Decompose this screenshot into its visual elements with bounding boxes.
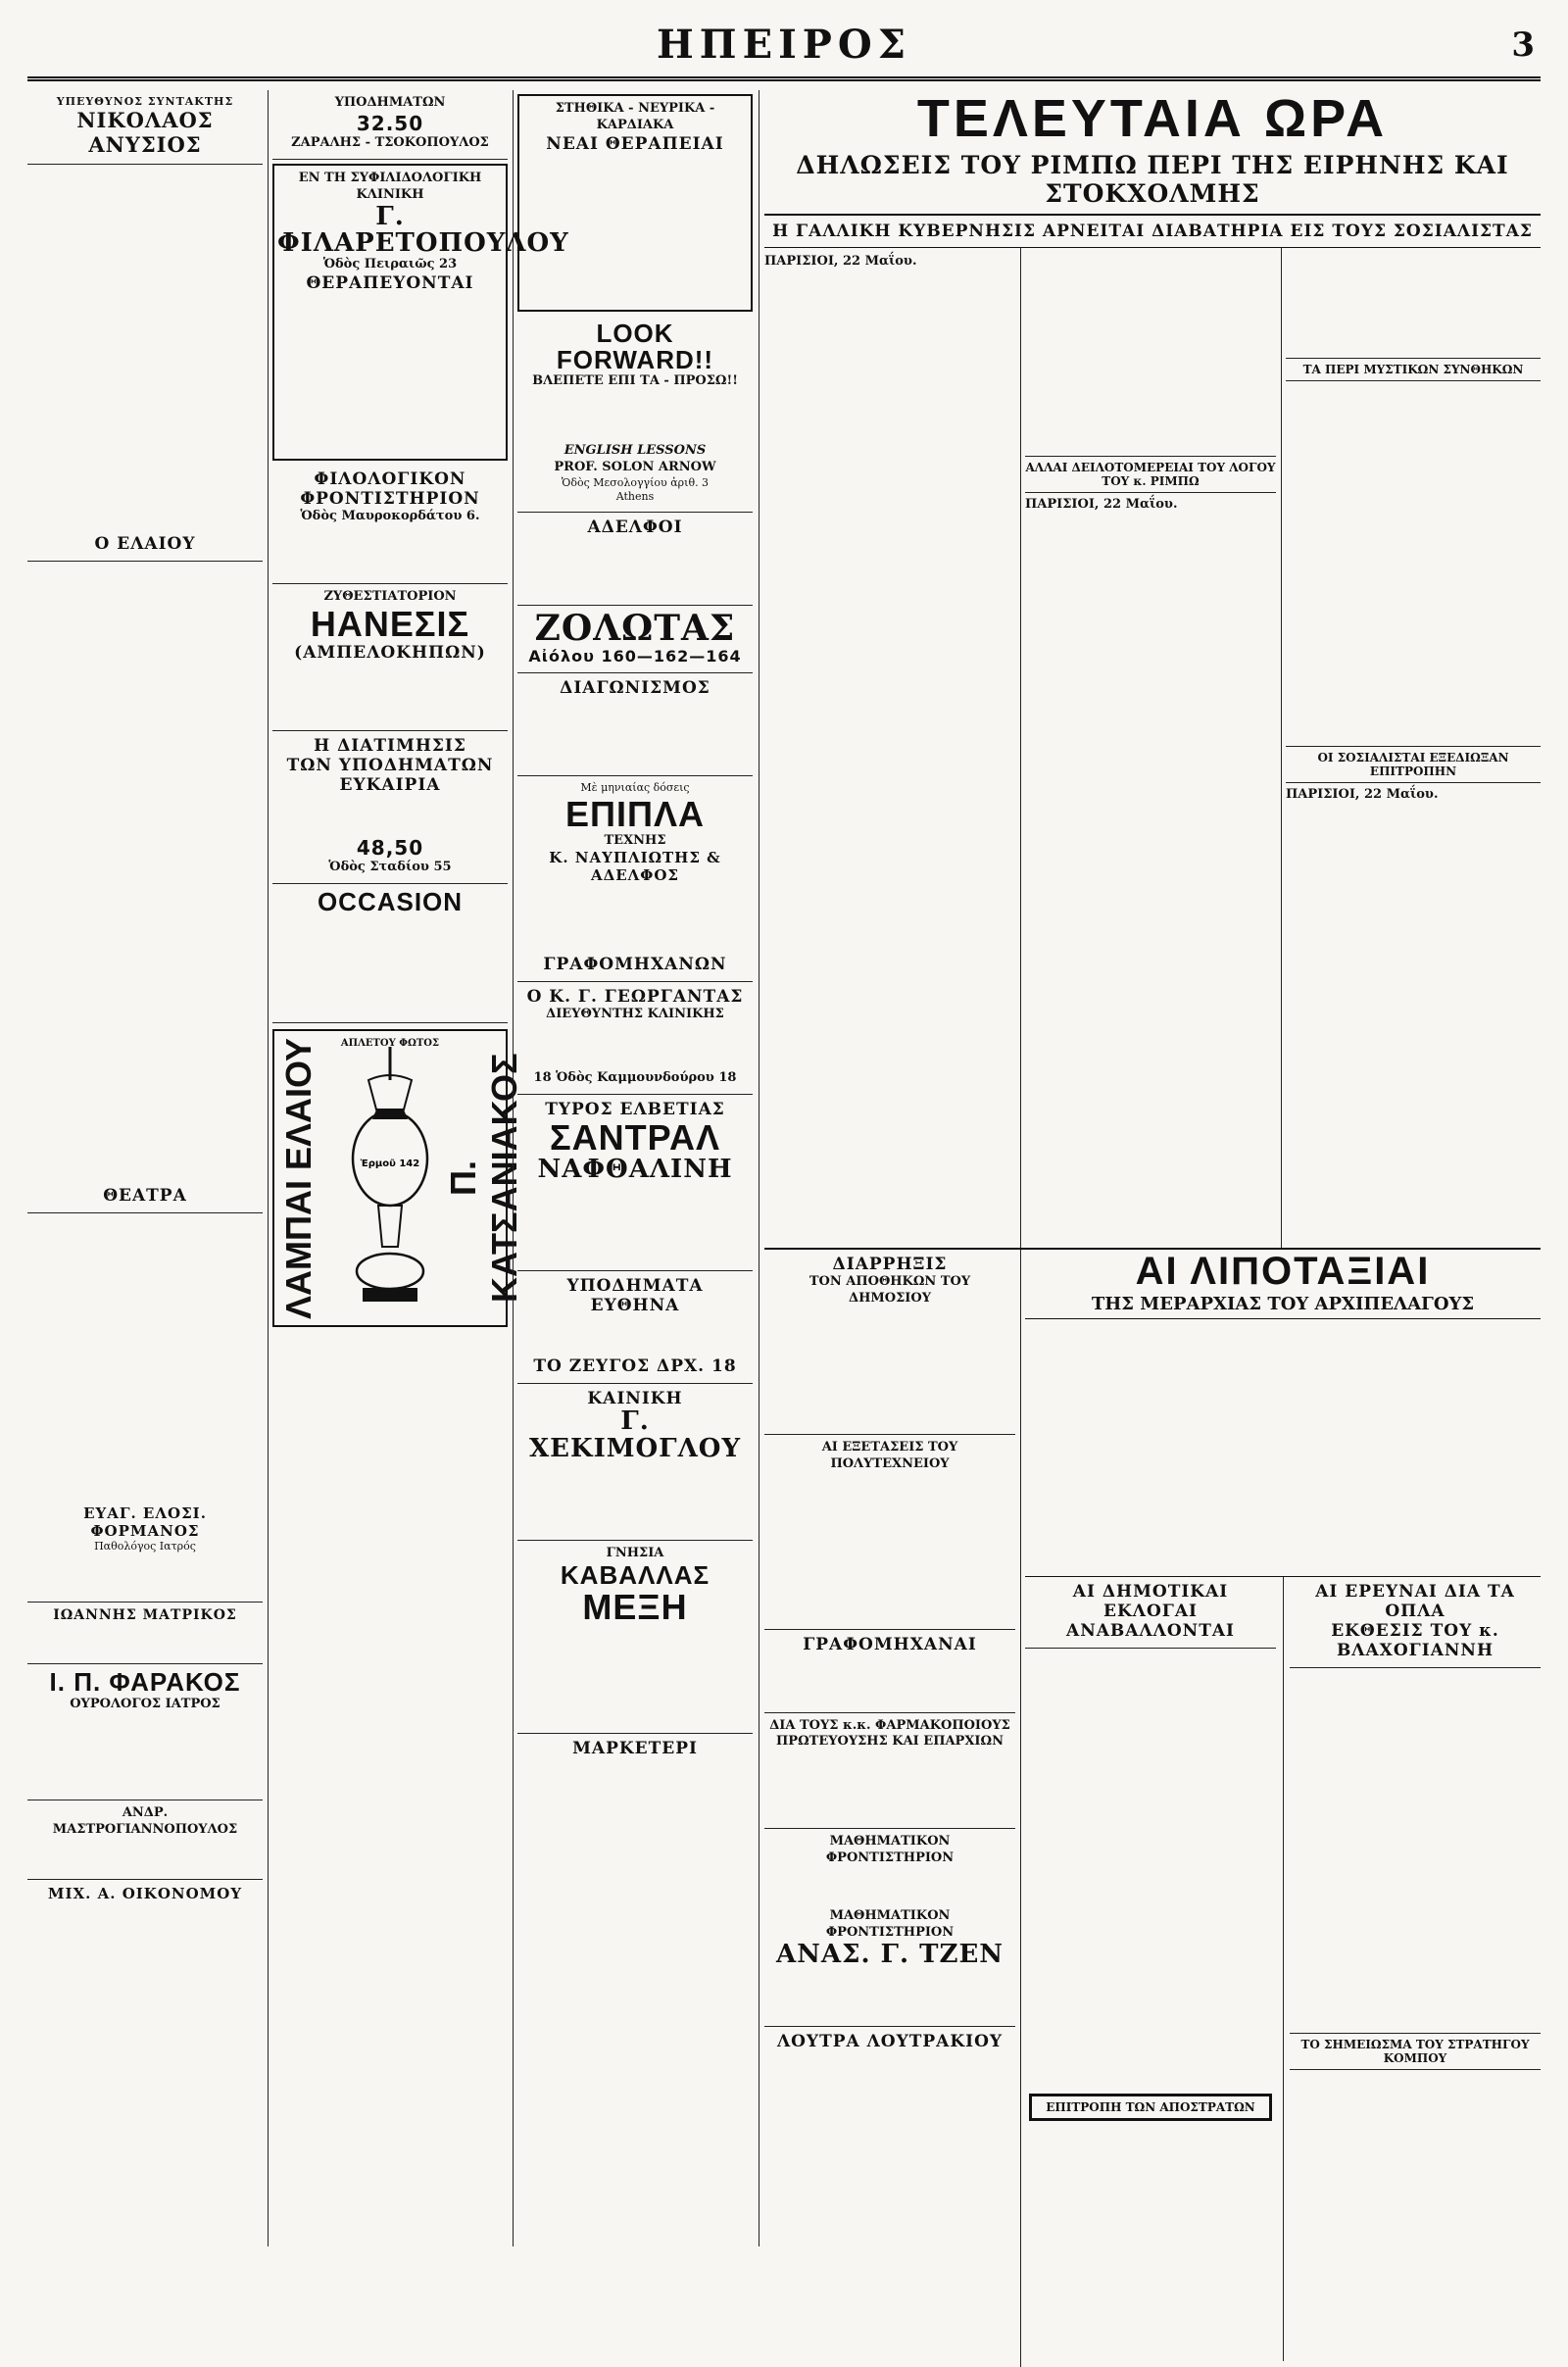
ad-occasion-title: OCCASION <box>317 886 464 916</box>
ad-clinic-name: Γ. ΦΙΛΑΡΕΤΟΠΟΥΛΟΥ <box>277 201 569 258</box>
ad-tzen: ΑΝΑΣ. Γ. ΤΖΕΝ <box>775 1939 1004 1969</box>
ad-matrikos <box>27 1603 263 1664</box>
ad-farakos-sub: ΟΥΡΟΛΟΓΟΣ ΙΑΤΡΟΣ <box>70 1696 220 1711</box>
ad-farakos-name: Ι. Π. ΦΑΡΑΚΟΣ <box>49 1667 241 1698</box>
news-subcol-3 <box>1286 248 1541 1248</box>
diarrixis-text <box>769 1313 1010 1421</box>
ad-oikonomou-text <box>32 1908 258 1938</box>
ad-georgantas-name: Ο Κ. Γ. ΓΕΩΡΓΑΝΤΑΣ <box>526 987 744 1008</box>
ad-look-forward-title: LOOK FORWARD!! <box>556 318 714 375</box>
column-divider <box>1020 1250 1021 2367</box>
ad-adelfoi-title: ΑΔΕΛΦΟΙ <box>587 517 683 537</box>
ad-gnisia: ΓΝΗΣΙΑ <box>606 1545 664 1560</box>
ad-farakos <box>27 1664 263 1800</box>
ad-mastrog-name: ΑΝΔΡ. ΜΑΣΤΡΟΓΙΑΝΝΟΠΟΥΛΟΣ <box>52 1805 238 1838</box>
simeiosma-title-2: ΚΟΜΠΟΥ <box>1383 2051 1447 2065</box>
ad-frontist-addr: Ὁδὸς Μαυροκορδάτου 6. <box>300 509 480 524</box>
ad-adelfoi-text <box>522 543 748 592</box>
ad-farmakopoious <box>764 1713 1015 1830</box>
dimotikai-text <box>1027 1654 1274 2086</box>
dateline: ΠΑΡΙΣΙΟΙ, 22 Μαΐου. <box>764 254 917 269</box>
lipotaxiai-text <box>1027 1325 1539 1570</box>
latest-news-title: ΤΕΛΕΥΤΑΙΑ ΩΡΑ <box>916 89 1389 148</box>
diarrixis-title: ΔΙΑΡΡΗΞΙΣ <box>832 1255 948 1274</box>
ad-farmakopoious-text <box>769 1756 1010 1815</box>
simeiosma-title: ΤΟ ΣΗΜΕΙΩΣΜΑ ΤΟΥ ΣΤΡΑΤΗΓΟΥ <box>1300 2038 1530 2051</box>
column-2 <box>272 90 569 2246</box>
lower-subcol-2 <box>1025 1250 1541 2367</box>
news-subcol-1 <box>764 248 1015 1248</box>
ad-lamp-left: ΛΑΜΠΑΙ ΕΛΑΙΟΥ <box>278 1037 318 1319</box>
ad-zolotas-title: ΖΟΛΩΤΑΣ <box>534 607 736 649</box>
anavallontai-title: ΑΝΑΒΑΛΛΟΝΤΑΙ <box>1066 1621 1235 1641</box>
ad-formanos <box>27 1500 263 1603</box>
ad-look-forward-text <box>522 396 748 437</box>
masthead <box>27 18 1541 81</box>
ad-grafomixanai-title: ΓΡΑΦΟΜΗΧΑΝΑΙ <box>803 1634 977 1654</box>
exetasis-text <box>769 1479 1010 1616</box>
ad-clinic-hd: ΕΝ ΤΗ ΣΥΦΙΛΙΔΟΛΟΓΙΚΗ ΚΛΙΝΙΚΗ <box>298 170 482 202</box>
erevnai-title: ΑΙ ΕΡΕΥΝΑΙ ΔΙΑ ΤΑ ΟΠΛΑ <box>1315 1582 1515 1621</box>
byline-label: ΥΠΕΥΘΥΝΟΣ ΣΥΝΤΑΚΤΗΣ <box>56 95 234 108</box>
ad-frontistirion <box>272 465 508 584</box>
theatre-heading <box>27 1181 263 1213</box>
ad-mastrogiannopoulos <box>27 1800 263 1880</box>
simeiosma-text <box>1292 2076 1539 2350</box>
ad-mastrog-text <box>32 1845 258 1866</box>
latest-news-columns <box>764 248 1541 1248</box>
ad-zolotas <box>517 606 753 674</box>
ad-loutra-text <box>769 2057 1010 2214</box>
ad-formanos-name: ΕΥΑΓ. ΕΛΟΣΙ. ΦΟΡΜΑΝΟΣ <box>83 1504 207 1540</box>
ad-matrikos-text <box>32 1629 258 1651</box>
ad-hekimoglou-name: Γ. ΧΕΚΙΜΟΓΛΟΥ <box>528 1406 742 1463</box>
ad-diatimisis-hd2: ΤΩΝ ΥΠΟΔΗΜΑΤΩΝ <box>286 755 494 775</box>
ad-naftalini: ΝΑΦΘΑΛΙΝΗ <box>537 1155 733 1184</box>
ad-georgantas-addr: 18 Ὁδὸς Καμμουνδούρου 18 <box>533 1070 737 1086</box>
ad-stithika-text <box>524 160 746 297</box>
ad-eukairia-text <box>277 801 503 830</box>
ad-georgantas <box>517 982 753 1095</box>
byline <box>27 90 263 165</box>
ad-english: ENGLISH LESSONS <box>564 443 707 459</box>
ad-diagonismos <box>517 673 753 776</box>
ad-diagonismos-text <box>522 704 748 763</box>
ad-epipla <box>517 776 753 982</box>
ad-kavalas: ΚΑΒΑΛΛΑΣ <box>560 1559 710 1590</box>
ad-hanesis <box>272 584 508 731</box>
ad-mexi <box>517 1541 753 1734</box>
ad-matrikos-name: ΙΩΑΝΝΗΣ ΜΑΤΡΙΚΟΣ <box>53 1607 237 1624</box>
ad-farmakopoious-title: ΔΙΑ ΤΟΥΣ κ.κ. ΦΑΡΜΑΚΟΠΟΙΟΥΣ <box>769 1717 1010 1733</box>
ad-grafomixanai-text <box>769 1660 1010 1700</box>
ad-tyros: ΤΥΡΟΣ ΕΛΒΕΤΙΑΣ <box>545 1100 725 1120</box>
latest-news-subtitle: ΔΗΛΩΣΕΙΣ ΤΟΥ ΡΙΜΠΩ ΠΕΡΙ ΤΗΣ ΕΙΡΗΝΗΣ ΚΑΙ ΣΤΟΚΧΟΛΜΗΣ <box>764 145 1541 216</box>
ad-market-title: ΜΑΡΚΕΤΕΡΙ <box>572 1738 698 1758</box>
ad-santral-title: ΣΑΝΤΡΑΛ <box>550 1117 720 1159</box>
ad-ypodimata-top <box>272 90 508 160</box>
ad-epipla-sub: ΤΕΧΝΗΣ <box>604 832 666 848</box>
ad-georgantas-text <box>522 1029 748 1064</box>
column-divider <box>513 90 514 2246</box>
ad-stithika <box>517 94 753 312</box>
ekthesis-title: ΕΚΘΕΣΙΣ ΤΟΥ κ. ΒΛΑΧΟΓΙΑΝΝΗ <box>1331 1621 1499 1660</box>
ad-frontist-text <box>277 531 503 570</box>
ad-georgantas-sub: ΔΙΕΥΘΥΝΤΗΣ ΚΛΙΝΙΚΗΣ <box>546 1007 724 1022</box>
column-divider <box>268 90 269 2246</box>
ad-clinic-addr: Ὁδὸς Πειραιῶς 23 <box>322 257 458 272</box>
exetasis-block <box>764 1435 1015 1630</box>
news-text <box>1027 254 1274 450</box>
column-divider <box>759 90 760 2246</box>
ad-clinic <box>272 164 569 461</box>
column-divider <box>1281 248 1282 1248</box>
dateline: ΠΑΡΙΣΙΟΙ, 22 Μαΐου. <box>1025 497 1178 512</box>
ad-mathimatiko-2: ΜΑΘΗΜΑΤΙΚΟΝ ΦΡΟΝΤΙΣΤΗΡΙΟΝ <box>825 1908 955 1941</box>
column-3 <box>517 90 753 2246</box>
ad-prof-addr: Ὁδὸς Μεσολογγίου ἀριθ. 3 <box>561 476 710 490</box>
ad-diagonismos-title: ΔΙΑΓΩΝΙΣΜΟΣ <box>560 678 710 699</box>
ad-mexi-text <box>522 1632 748 1720</box>
ad-stithika-sub: ΝΕΑΙ ΘΕΡΑΠΕΙΑΙ <box>546 133 724 154</box>
ad-lamp-sub: ΑΠΛΕΤΟΥ ΦΩΤΟΣ <box>340 1037 440 1049</box>
epitropi-text <box>1027 2129 1274 2325</box>
ad-zyth-sub: (ΑΜΠΕΛΟΚΗΠΩΝ) <box>294 642 486 663</box>
ad-prof: PROF. SOLON ARNOW <box>554 460 716 475</box>
newspaper-title: ΗΠΕΙΡΟΣ <box>657 22 911 68</box>
ad-eukairia-price: 48,50 <box>356 835 424 860</box>
ad-look-forward-sub: ΒΛΕΠΕΤΕ ΕΠΙ ΤΑ - ΠΡΟΣΩ!! <box>532 373 738 389</box>
lower-subcol-1 <box>764 1250 1015 2367</box>
split-b <box>1290 1577 1541 2361</box>
ad-market <box>517 1734 753 1973</box>
ad-protevousis: ΠΡΩΤΕΥΟΥΣΗΣ ΚΑΙ ΕΠΑΡΧΙΩΝ <box>776 1734 1004 1750</box>
lower-split <box>1025 1576 1541 2361</box>
theatre-listing <box>29 1219 261 1494</box>
ad-zyth-name: ΗΑΝΕΣΙΣ <box>310 603 470 644</box>
column-divider <box>1283 1577 1284 2361</box>
ad-tzen-text <box>769 1974 1010 2013</box>
ad-lamp <box>272 1029 524 1327</box>
ad-ypodima-hd: ΥΠΟΔΗΜΑΤΑ ΕΥΘΗΝΑ <box>566 1276 704 1316</box>
news-subcol-2 <box>1025 248 1276 1248</box>
ad-mathimatiko-1: ΜΑΘΗΜΑΤΙΚΟΝ ΦΡΟΝΤΙΣΤΗΡΙΟΝ <box>825 1834 955 1866</box>
ad-stithika-hd: ΣΤΗΘΙΚΑ - ΝΕΥΡΙΚΑ - ΚΑΡΔΙΑΚΑ <box>555 101 715 132</box>
column-divider <box>1020 248 1021 1248</box>
ad-farakos-text <box>32 1718 258 1787</box>
ad-zaralis: ΖΑΡΑΛΗΣ - ΤΣΟΚΟΠΟΥΛΟΣ <box>291 134 489 150</box>
epitropi-box: ΕΠΙΤΡΟΠΗ ΤΩΝ ΑΠΟΣΤΡΑΤΩΝ <box>1029 2094 1272 2121</box>
split-a <box>1025 1577 1276 2361</box>
olive-heading <box>27 529 263 562</box>
columns <box>27 90 1541 2246</box>
lipotaxiai-title: ΑΙ ΛΙΠΟΤΑΞΙΑΙ <box>1135 1250 1431 1293</box>
simeiosma-heading <box>1290 2033 1541 2070</box>
ad-ypodimata-hd: ΥΠΟΔΗΜΑΤΩΝ <box>334 95 446 110</box>
ad-mathimatiko-text <box>769 1873 1010 1902</box>
news-text <box>1288 810 1539 1241</box>
ad-graf-hd: ΓΡΑΦΟΜΗΧΑΝΩΝ <box>543 955 727 975</box>
news-section-heading: ΟΙ ΣΟΣΙΑΛΙΣΤΑΙ ΕΞΕΔΙΩΞΑΝ ΕΠΙΤΡΟΠΗΝ <box>1286 746 1541 783</box>
ad-zevgos: ΤΟ ΖΕΥΓΟΣ ΔΡΧ. 18 <box>533 1356 737 1377</box>
column-4 <box>764 90 1541 2246</box>
article-text <box>29 171 261 523</box>
ad-clinic-text <box>279 299 501 446</box>
theatre-title: ΘΕΑΤΡΑ <box>103 1186 187 1206</box>
news-section-heading: ΑΛΛΑΙ ΔΕΙΛΟΤΟΜΕΡΕΙΑΙ ΤΟΥ ΛΟΓΟΥ ΤΟΥ κ. ΡΙΜΠΩ <box>1025 456 1276 493</box>
olive-title: Ο ΕΛΑΙΟΥ <box>94 534 196 554</box>
olive-article-text <box>29 567 261 1175</box>
ad-zolotas-addr: Αἰόλου 160—162—164 <box>528 647 742 666</box>
ad-loutra <box>764 2027 1015 2227</box>
dimotikai-title: ΑΙ ΔΗΜΟΤΙΚΑΙ ΕΚΛΟΓΑΙ <box>1072 1582 1229 1621</box>
lipotaxiai-subtitle: ΤΗΣ ΜΕΡΑΡΧΙΑΣ ΤΟΥ ΑΡΧΙΠΕΛΑΓΟΥΣ <box>1025 1294 1541 1319</box>
ad-santral <box>517 1095 753 1271</box>
ad-formanos-sub: Παθολόγος Ιατρός <box>94 1540 196 1553</box>
news-section-heading: ΤΑ ΠΕΡΙ ΜΥΣΤΙΚΩΝ ΣΥΝΘΗΚΩΝ <box>1286 358 1541 381</box>
ad-epipla-pre: Μὲ μηνιαίας δόσεις <box>580 781 690 795</box>
ad-diatimisis <box>272 731 508 884</box>
ad-formanos-text <box>32 1559 258 1589</box>
dateline: ΠΑΡΙΣΙΟΙ, 22 Μαΐου. <box>1286 787 1439 802</box>
ad-epipla-text <box>522 890 748 949</box>
erevnai-block <box>1290 1577 1541 1668</box>
ad-frontistirion-title: ΦΡΟΝΤΙΣΤΗΡΙΟΝ <box>300 489 480 510</box>
erevnai-text <box>1292 1674 1539 2027</box>
ad-mexi-title: ΜΕΞΗ <box>582 1587 688 1628</box>
latest-news-subtitle-2: Η ΓΑΛΛΙΚΗ ΚΥΒΕΡΝΗΣΙΣ ΑΡΝΕΙΤΑΙ ΔΙΑΒΑΤΗΡΙΑ ΕΙΣ ΤΟΥΣ ΣΟΣΙΑΛΙΣΤΑΣ <box>764 216 1541 248</box>
ad-zyth-text <box>277 668 503 717</box>
ad-oikonomou <box>27 1880 263 1950</box>
ad-occasion-text <box>277 921 503 1010</box>
ad-lamp-addr: Ἑρμοῦ 142 <box>360 1158 420 1169</box>
ad-filo-hd: ΦΙΛΟΛΟΓΙΚΟΝ <box>314 469 466 490</box>
column-1 <box>27 90 263 2246</box>
ad-zyth-hd: ΖΥΘΕΣΤΙΑΤΟΡΙΟΝ <box>323 588 457 604</box>
news-text <box>766 276 1013 1355</box>
latest-news-lower <box>764 1248 1541 2367</box>
ad-diatimisis-hd: Η ΔΙΑΤΙΜΗΣΙΣ <box>314 735 466 756</box>
ad-eukairia-addr: Ὁδὸς Σταδίου 55 <box>328 859 452 874</box>
ad-santral-text <box>522 1189 748 1257</box>
ad-nafpliotis: Κ. ΝΑΥΠΛΙΩΤΗΣ & ΑΔΕΛΦΟΣ <box>549 849 721 885</box>
ad-look-forward <box>517 316 753 513</box>
ad-eukairia: ΕΥΚΑΙΡΙΑ <box>339 774 441 795</box>
ad-ypodima-text <box>522 1321 748 1351</box>
oil-lamp-icon <box>339 1041 441 1315</box>
ad-loutra-title: ΛΟΥΤΡΑ ΛΟΥΤΡΑΚΙΟΥ <box>776 2032 1004 2052</box>
ad-epipla-title: ΕΠΙΠΛΑ <box>564 793 706 834</box>
ad-hekimoglou <box>517 1384 753 1541</box>
byline-name: ΝΙΚΟΛΑΟΣ ΑΝΥΣΙΟΣ <box>76 108 214 157</box>
ad-oikonomou-name: ΜΙΧ. Α. ΟΙΚΟΝΟΜΟΥ <box>47 1885 243 1903</box>
news-text <box>1288 254 1539 352</box>
exetasis-title: ΑΙ ΕΞΕΤΑΣΕΙΣ ΤΟΥ ΠΟΛΥΤΕΧΝΕΙΟΥ <box>821 1439 958 1471</box>
dimotikai-block <box>1025 1577 1276 1649</box>
ad-kainiki: ΚΑΙΝΙΚΗ <box>587 1389 683 1409</box>
ad-hekimoglou-text <box>522 1468 748 1527</box>
ad-clinic-tag: ΘΕΡΑΠΕΥΟΝΤΑΙ <box>306 273 474 294</box>
ad-prof-city: Athens <box>615 490 655 504</box>
ad-mathimatiko <box>764 1829 1015 2027</box>
classifieds-col2 <box>274 1333 506 1764</box>
diarrixis-block <box>764 1250 1015 1435</box>
ad-occasion <box>272 884 508 1023</box>
page-number: 3 <box>1511 25 1535 65</box>
news-text <box>1288 387 1539 740</box>
ad-market-text <box>522 1764 748 1960</box>
ad-ypodimata-cheap <box>517 1271 753 1384</box>
diarrixis-sub: ΤΟΝ ΑΠΟΘΗΚΩΝ ΤΟΥ ΔΗΜΟΣΙΟΥ <box>808 1274 971 1306</box>
ad-grafomixanai <box>764 1630 1015 1713</box>
ad-lamp-right: Π. ΚΑΤΣΑΝΙΑΚΟΣ <box>443 1053 524 1304</box>
ad-ypodimata-price: 32.50 <box>356 111 424 135</box>
ad-adelfoi <box>517 513 753 606</box>
